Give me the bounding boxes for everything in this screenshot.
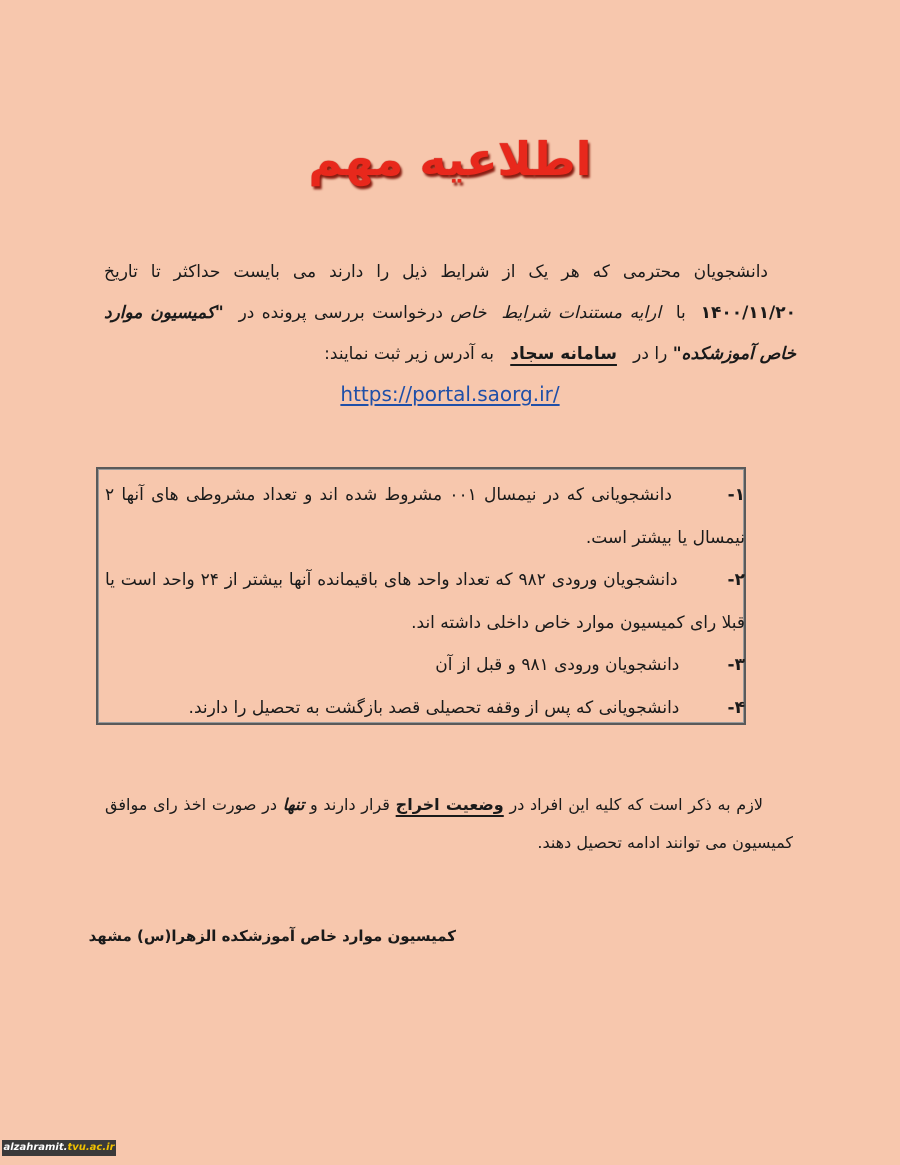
site-watermark <box>2 1140 116 1156</box>
notice-text-2: قرار دارند و <box>310 795 390 814</box>
intro-with: با <box>675 303 686 323</box>
only-word: تنها <box>282 795 305 814</box>
condition-text: دانشجویان ورودی ۹۸۱ و قبل از آن <box>435 655 680 675</box>
condition-number: ۲- <box>727 570 745 590</box>
condition-item <box>105 687 745 730</box>
intro-text-2: درخواست بررسی پرونده در <box>238 303 443 323</box>
condition-item <box>105 644 745 687</box>
commission-name: "کمیسیون موارد خاص آموزشکده" <box>104 303 796 364</box>
notice-paragraph <box>105 786 793 862</box>
intro-paragraph <box>104 252 796 375</box>
intro-text-3: را در <box>633 344 668 364</box>
condition-item <box>105 474 745 559</box>
conditions-list <box>105 474 745 729</box>
docs-phrase: ارایه مستندات <box>557 303 662 323</box>
portal-link[interactable]: https://portal.saorg.ir/ <box>340 382 560 406</box>
condition-number: ۳- <box>727 655 745 675</box>
notice-text-1: لازم به ذکر است که کلیه این افراد در <box>509 795 764 814</box>
special-word: خاص <box>450 303 487 323</box>
condition-text: دانشجویانی که پس از وقفه تحصیلی قصد بازگشت به تحصیل را دارند. <box>188 697 680 718</box>
condition-text: دانشجویانی که در نیمسال ۰۰۱ مشروط شده اند و تعداد مشروطی های آنها ۲ نیمسال یا بیشتر است. <box>105 485 745 548</box>
intro-text-4: به آدرس زیر ثبت نمایند: <box>324 344 495 364</box>
condition-text: دانشجویان ورودی ۹۸۲ که تعداد واحد های باقیمانده آنها بیشتر از ۲۴ واحد است یا قبلا رای کمیسیون موارد خاص داخلی داشته اند. <box>105 570 745 633</box>
notice-text-3: در صورت اخذ رای موافق کمیسیون می توانند ادامه تحصیل دهند. <box>105 795 793 852</box>
condition-item <box>105 559 745 644</box>
intro-text-1: دانشجویان محترمی که هر یک از شرایط ذیل را دارند می بایست حداکثر تا تاریخ <box>104 262 768 282</box>
expulsion-status: وضعیت اخراج <box>395 795 504 814</box>
condition-number: ۱- <box>727 485 746 505</box>
conditions-word: شرایط <box>501 303 551 323</box>
watermark-main: alzahramit. <box>3 1142 68 1153</box>
watermark-accent: tvu.ac.ir <box>67 1142 115 1153</box>
condition-number: ۴- <box>727 697 745 718</box>
sajad-system: سامانه سجاد <box>510 344 617 364</box>
deadline-date: ۱۴۰۰/۱۱/۲۰ <box>700 303 797 323</box>
page-title: اطلاعیه مهم <box>308 132 592 186</box>
portal-link-line <box>0 382 900 406</box>
signature: کمیسیون موارد خاص آموزشکده الزهرا(س) مشهد <box>88 927 456 945</box>
